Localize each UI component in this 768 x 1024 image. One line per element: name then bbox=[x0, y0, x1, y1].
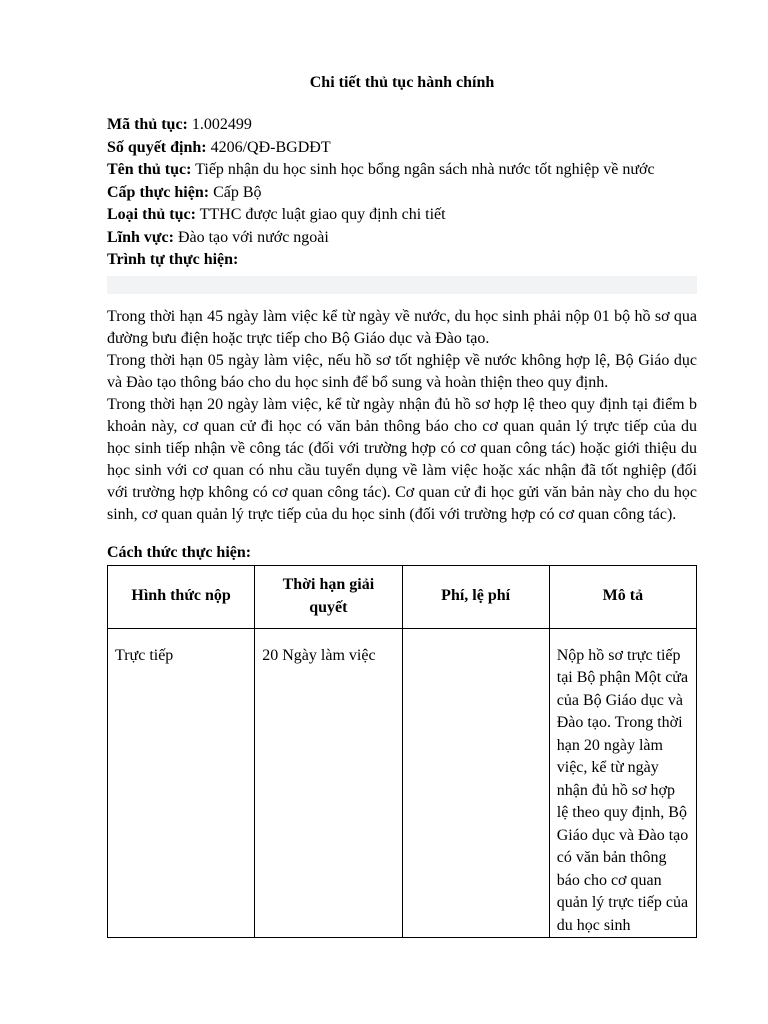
table-row bbox=[108, 628, 697, 938]
field-value: Cấp Bộ bbox=[213, 183, 262, 201]
field-procedure-type bbox=[107, 204, 697, 227]
field-label: Lĩnh vực: bbox=[107, 228, 174, 246]
field-label: Cấp thực hiện: bbox=[107, 183, 210, 201]
procedure-paragraph: Trong thời hạn 45 ngày làm việc kể từ ngày về nước, du học sinh phải nộp 01 bộ hồ sơ qua đường bưu điện hoặc trực tiếp cho Bộ Giáo dục và Đào tạo. bbox=[107, 307, 697, 347]
field-domain bbox=[107, 227, 697, 250]
field-label: Số quyết định: bbox=[107, 138, 207, 156]
table-cell bbox=[402, 628, 549, 938]
field-value: TTHC được luật giao quy định chi tiết bbox=[199, 206, 446, 223]
field-procedure-code bbox=[107, 114, 697, 137]
document-page bbox=[107, 72, 697, 938]
field-value: 1.002499 bbox=[191, 116, 252, 133]
table-cell: Nộp hồ sơ trực tiếp tại Bộ phận Một cửa của Bộ Giáo dục và Đào tạo. Trong thời hạn 20 ngày làm việc, kể từ ngày nhận đủ hồ sơ hợp lệ theo quy định, Bộ Giáo dục và Đào tạo có văn bản thông báo cho cơ quan quản lý trực tiếp của du học sinh bbox=[549, 628, 696, 938]
method-heading: Cách thức thực hiện: bbox=[107, 543, 252, 561]
column-header: Hình thức nộp bbox=[108, 565, 255, 628]
column-header: Thời hạn giải quyết bbox=[255, 565, 402, 628]
field-decision-number bbox=[107, 137, 697, 160]
table-header-row bbox=[108, 565, 697, 628]
field-label: Trình tự thực hiện: bbox=[107, 251, 239, 268]
method-table bbox=[107, 565, 697, 939]
field-value: 4206/QĐ-BGDĐT bbox=[210, 138, 331, 156]
field-procedure-name bbox=[107, 159, 697, 182]
field-level bbox=[107, 182, 697, 205]
column-header: Phí, lệ phí bbox=[402, 565, 549, 628]
procedure-paragraph: Trong thời hạn 05 ngày làm việc, nếu hồ sơ tốt nghiệp về nước không hợp lệ, Bộ Giáo dục và Đào tạo thông báo cho du học sinh để bổ sung và hoàn thiện theo quy định. bbox=[107, 351, 697, 391]
document-title: Chi tiết thủ tục hành chính bbox=[309, 74, 495, 91]
table-cell: Trực tiếp bbox=[108, 628, 255, 938]
column-header: Mô tả bbox=[549, 565, 696, 628]
section-divider bbox=[107, 276, 697, 294]
table-cell: 20 Ngày làm việc bbox=[255, 628, 402, 938]
field-value: Tiếp nhận du học sinh học bổng ngân sách nhà nước tốt nghiệp về nước bbox=[195, 161, 655, 178]
field-label: Loại thủ tục: bbox=[107, 206, 196, 223]
field-list bbox=[107, 114, 697, 272]
field-label: Mã thủ tục: bbox=[107, 116, 188, 133]
procedure-paragraph: Trong thời hạn 20 ngày làm việc, kể từ ngày nhận đủ hồ sơ hợp lệ theo quy định tại điểm b khoản này, cơ quan cử đi học có văn bản thông báo cho cơ quan quản lý trực tiếp của du học sinh tiếp nhận về công tác (đối với trường hợp có cơ quan công tác) hoặc giới thiệu du học sinh với cơ quan có nhu cầu tuyển dụng về làm việc hoặc xác nhận đã tốt nghiệp (đối với trường hợp không có cơ quan công tác). Cơ quan cử đi học gửi văn bản này cho du học sinh, cơ quan quản lý trực tiếp của du học sinh (đối với trường hợp có cơ quan công tác). bbox=[107, 395, 697, 523]
field-procedure-steps bbox=[107, 249, 697, 272]
field-value: Đào tạo với nước ngoài bbox=[177, 228, 329, 246]
field-label: Tên thủ tục: bbox=[107, 161, 192, 178]
